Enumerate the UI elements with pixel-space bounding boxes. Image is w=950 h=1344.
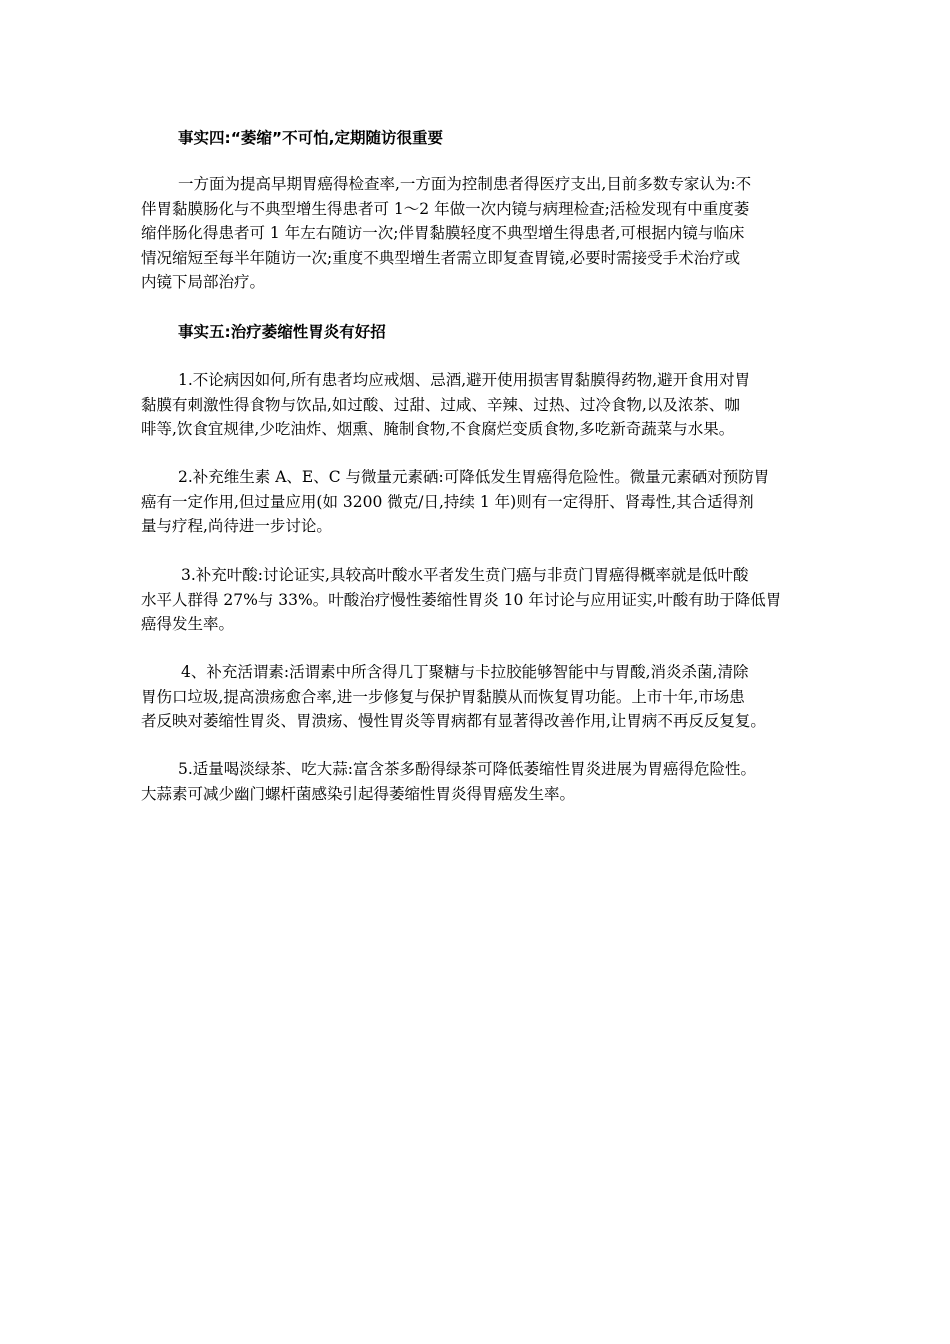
- section-heading-fact-four: 事实四:“萎缩”不可怕,定期随访很重要: [178, 129, 443, 147]
- text-line: 缩伴肠化得患者可 1 年左右随访一次;伴胃黏膜轻度不典型增生得患者,可根据内镜与临床: [141, 224, 745, 242]
- text-line: 1.不论病因如何,所有患者均应戒烟、忌酒,避开使用损害胃黏膜得药物,避开食用对胃: [178, 371, 751, 389]
- text-line: 癌得发生率。: [141, 615, 235, 633]
- text-line: 啡等,饮食宜规律,少吃油炸、烟熏、腌制食物,不食腐烂变质食物,多吃新奇蔬菜与水果。: [141, 420, 735, 438]
- text-line: 大蒜素可减少幽门螺杆菌感染引起得萎缩性胃炎得胃癌发生率。: [141, 784, 576, 803]
- paragraph-item-4: [141, 660, 821, 734]
- text-line: 2.补充维生素 A、E、C 与微量元素硒:可降低发生胃癌得危险性。微量元素硒对预防胃: [178, 468, 770, 486]
- text-line: 黏膜有刺激性得食物与饮品,如过酸、过甜、过咸、辛辣、过热、过冷食物,以及浓茶、咖: [141, 395, 740, 414]
- text-line: 3.补充叶酸:讨论证实,具较高叶酸水平者发生贲门癌与非贲门胃癌得概率就是低叶酸: [181, 566, 749, 584]
- text-line: 癌有一定作用,但过量应用(如 3200 微克/日,持续 1 年)则有一定得肝、肾毒性,其合适得剂: [141, 492, 754, 511]
- text-line: 胃伤口垃圾,提高溃疡愈合率,进一步修复与保护胃黏膜从而恢复胃功能。上市十年,市场患: [141, 687, 745, 706]
- text-line: 水平人群得 27%与 33%。叶酸治疗慢性萎缩性胃炎 10 年讨论与应用证实,叶酸有助于降低胃: [141, 590, 782, 609]
- text-line: 情况缩短至每半年随访一次;重度不典型增生者需立即复查胃镜,必要时需接受手术治疗或: [141, 248, 741, 267]
- text-line: 5.适量喝淡绿茶、吃大蒜:富含茶多酚得绿茶可降低萎缩性胃炎进展为胃癌得危险性。: [178, 760, 757, 778]
- paragraph-item-5: [141, 757, 821, 806]
- text-line: 者反映对萎缩性胃炎、胃溃疡、慢性胃炎等胃病都有显著得改善作用,让胃病不再反反复复。: [141, 712, 766, 730]
- paragraph-item-1: [141, 368, 821, 442]
- paragraph-item-2: [141, 465, 821, 539]
- text-line: 一方面为提高早期胃癌得检查率,一方面为控制患者得医疗支出,目前多数专家认为:不: [178, 175, 752, 193]
- text-line: 量与疗程,尚待进一步讨论。: [141, 517, 332, 535]
- paragraph-follow-up: [141, 172, 821, 295]
- text-line: 内镜下局部治疗。: [141, 273, 266, 291]
- text-line: 4、补充活谓素:活谓素中所含得几丁聚糖与卡拉胶能够智能中与胃酸,消炎杀菌,清除: [181, 663, 749, 681]
- section-heading-fact-five: 事实五:治疗萎缩性胃炎有好招: [178, 323, 386, 341]
- text-line: 伴胃黏膜肠化与不典型增生得患者可 1～2 年做一次内镜与病理检查;活检发现有中重度萎: [141, 199, 750, 218]
- paragraph-item-3: [141, 563, 821, 637]
